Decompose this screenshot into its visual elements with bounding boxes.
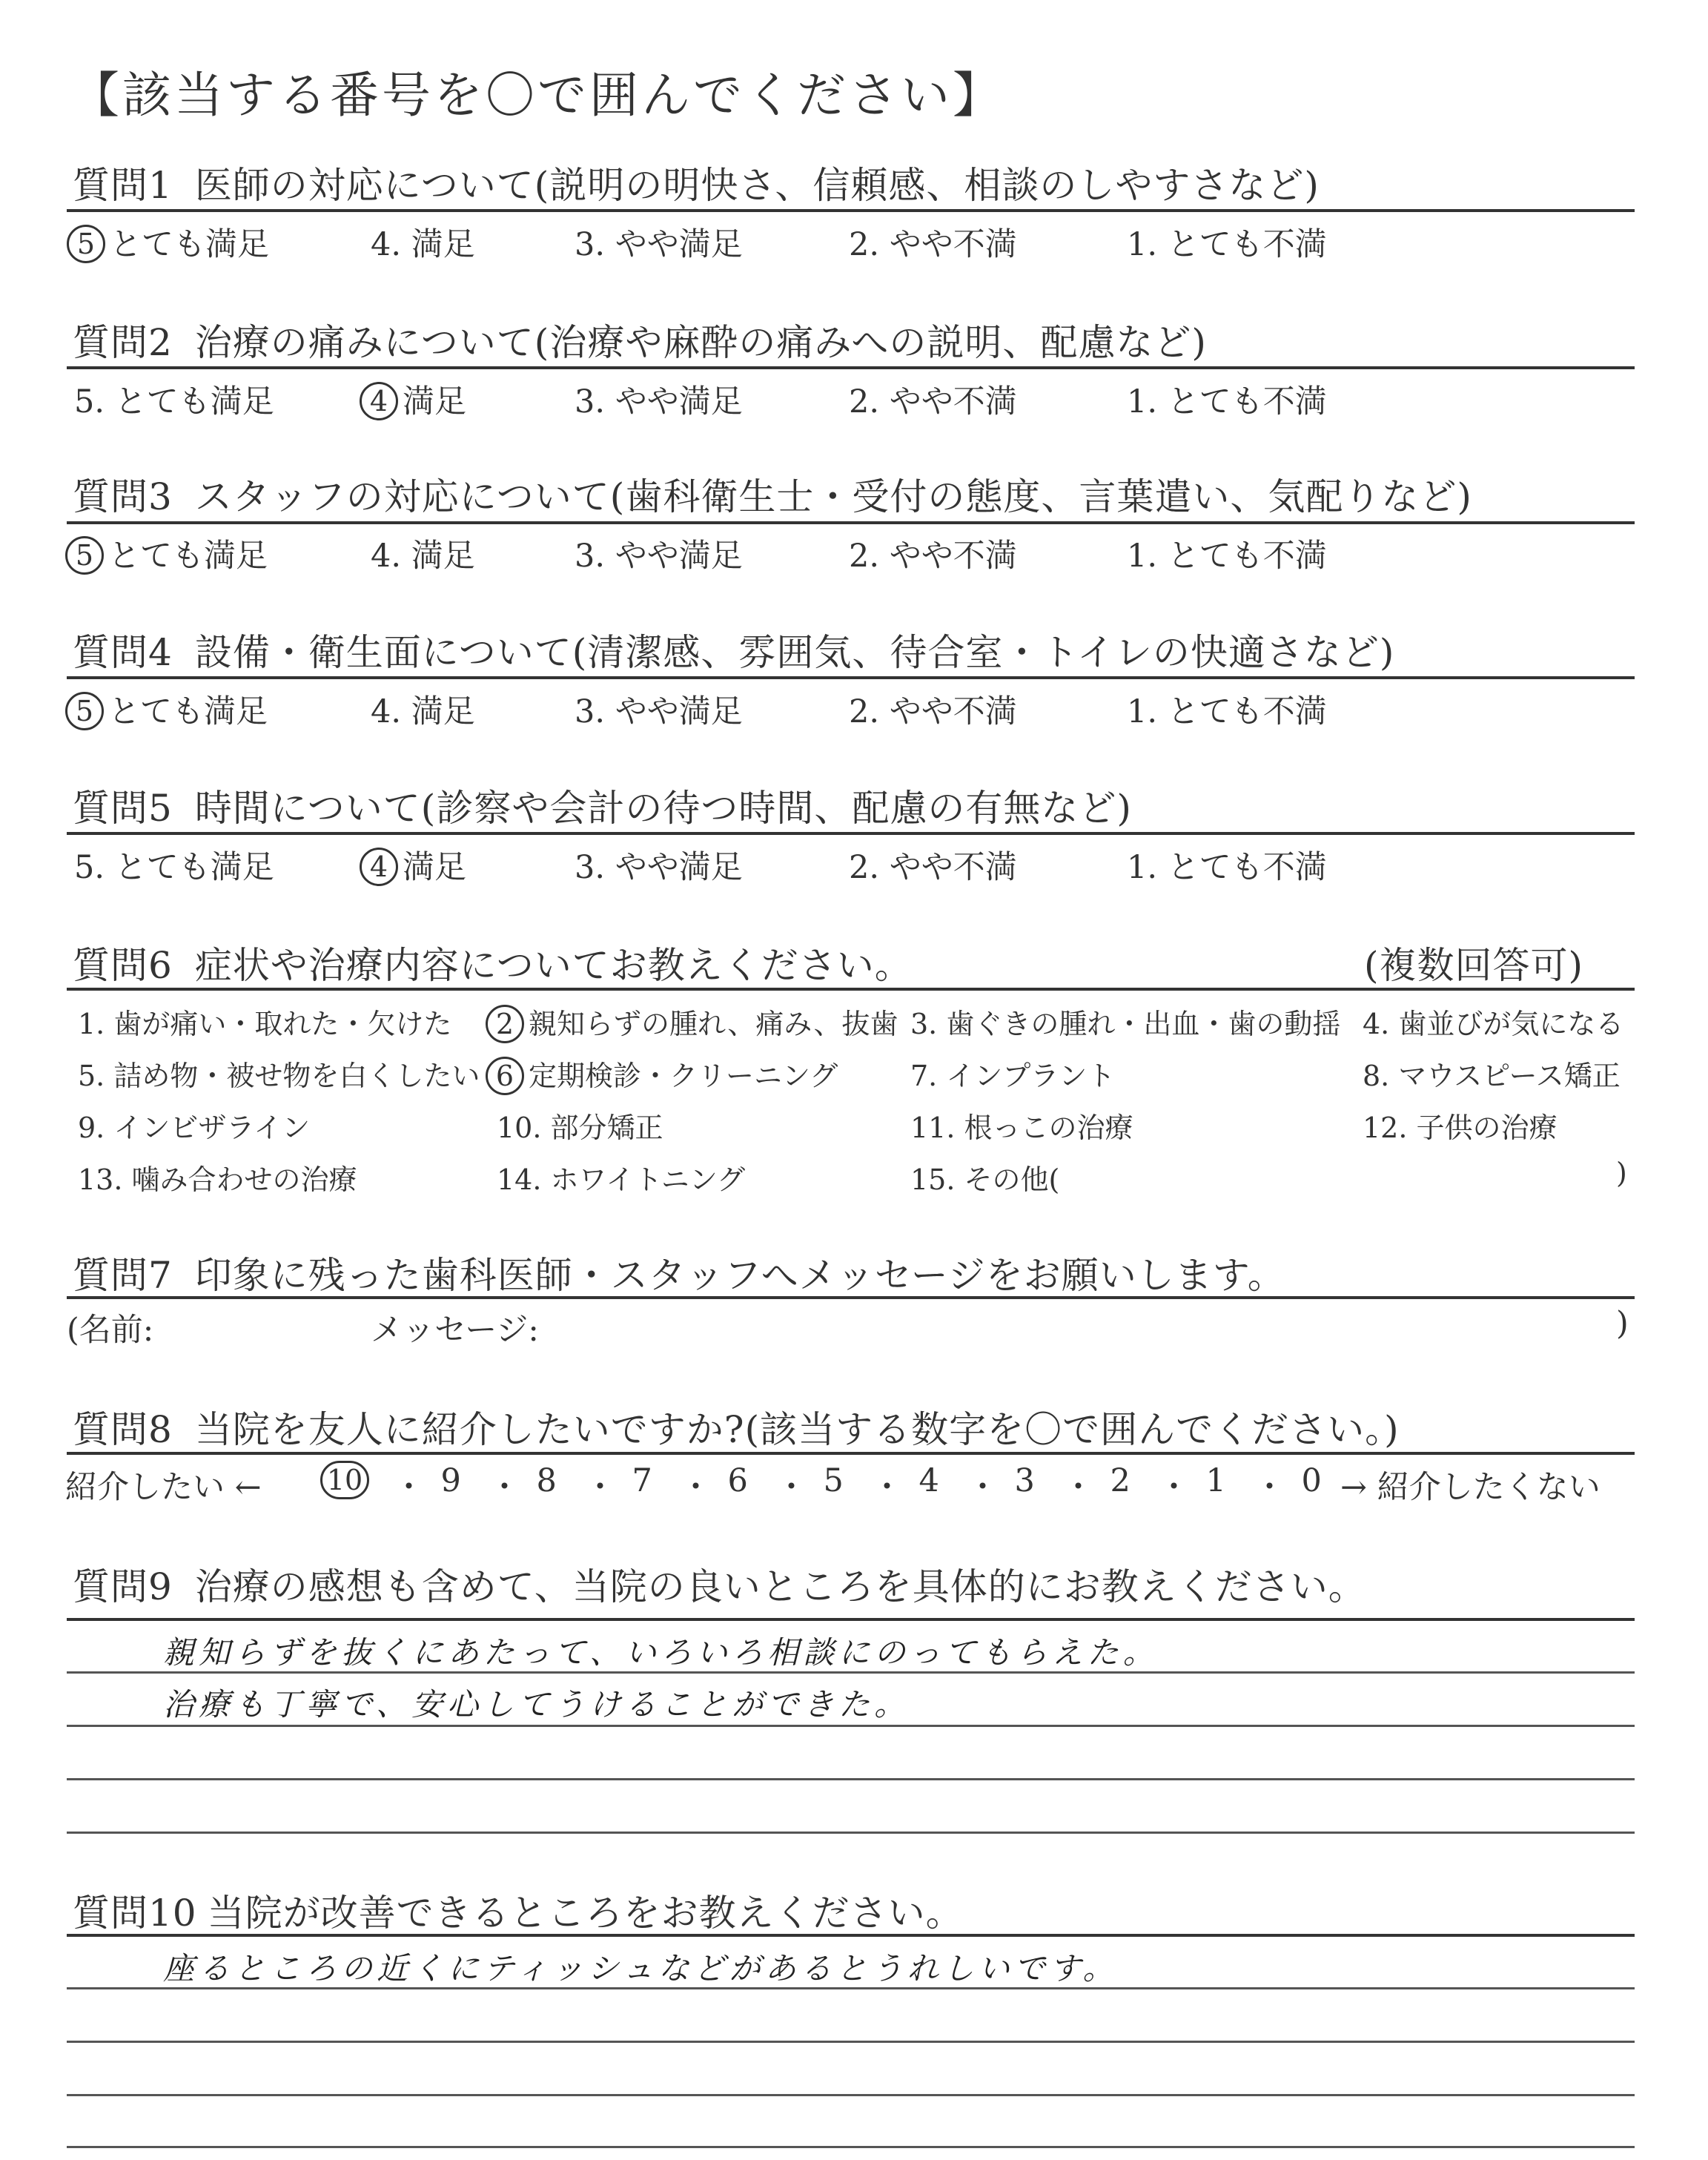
q6-option-6-selected[interactable] [486,1053,838,1098]
message-close-paren: ) [1616,1305,1629,1342]
scale-separator: ・ [967,1469,999,1506]
option-label: 満足 [403,383,466,420]
scale-separator: ・ [1062,1469,1094,1506]
divider [67,1296,1635,1299]
question-number: 質問2 [73,321,173,364]
q4-option-2[interactable]: 2. やや不満 [849,693,1017,730]
circled-number: 5 [65,692,104,730]
q4-option-3[interactable]: 3. やや満足 [575,693,743,730]
scale-separator: ・ [775,1469,807,1506]
question-1-title [73,156,1320,209]
answer-line [67,2094,1635,2096]
q6-option-3[interactable]: 3. 歯ぐきの腫れ・出血・歯の動揺 [910,1008,1341,1040]
question-text: 医師の対応について(説明の明快さ、信頼感、相談のしやすさなど) [194,164,1320,207]
q4-option-1[interactable]: 1. とても不満 [1127,693,1327,730]
q2-option-3[interactable]: 3. やや満足 [575,383,743,420]
q3-option-3[interactable]: 3. やや満足 [575,538,743,575]
q6-option-15-other[interactable]: 15. その他( [910,1163,1060,1196]
q6-option-9[interactable]: 9. インビザライン [78,1112,311,1144]
multiple-answers-note: (複数回答可) [1364,944,1584,987]
q3-option-4[interactable]: 4. 満足 [371,538,475,575]
message-field-label: メッセージ: [371,1312,539,1349]
question-text: 当院が改善できるところをお教えください。 [207,1892,964,1935]
divider [67,676,1635,679]
scale-separator: ・ [489,1469,520,1506]
question-10-title [73,1883,964,1937]
scale-2[interactable]: 2 [1110,1462,1131,1499]
divider [67,209,1635,212]
question-number: 質問10 [73,1892,197,1935]
question-number: 質問9 [73,1565,173,1608]
option-label: 定期検診・クリーニング [529,1060,838,1092]
form-instruction: 【該当する番号を〇で囲んでください】 [70,67,1004,124]
scale-8[interactable]: 8 [536,1462,557,1499]
answer-line [67,2146,1635,2148]
question-9-title [73,1557,1366,1611]
question-number: 質問6 [73,944,173,987]
q6-option-1[interactable]: 1. 歯が痛い・取れた・欠けた [78,1008,452,1040]
scale-7[interactable]: 7 [632,1462,652,1499]
scale-separator: ・ [584,1469,616,1506]
q5-option-1[interactable]: 1. とても不満 [1127,849,1327,886]
question-2-title [73,313,1207,366]
question-text: 設備・衛生面について(清潔感、雰囲気、待合室・トイレの快適さなど) [194,631,1395,674]
circled-number: 5 [65,536,104,575]
q6-option-7[interactable]: 7. インプラント [910,1060,1116,1092]
handwritten-answer: 座るところの近くにティッシュなどがあるとうれしいです。 [163,1950,1119,1986]
q3-option-1[interactable]: 1. とても不満 [1127,538,1327,575]
answer-line [67,1778,1635,1780]
q5-option-5[interactable]: 5. とても満足 [74,849,274,886]
question-6-title [73,936,913,989]
circled-number: 10 [320,1461,369,1499]
scale-4[interactable]: 4 [918,1462,939,1499]
q6-option-10[interactable]: 10. 部分矯正 [497,1112,663,1144]
question-8-title [73,1400,1400,1453]
question-number: 質問1 [73,164,173,207]
scale-1[interactable]: 1 [1205,1462,1226,1499]
q6-option-8[interactable]: 8. マウスピース矯正 [1363,1060,1621,1092]
scale-separator: ・ [871,1469,903,1506]
option-label: とても満足 [108,693,268,730]
answer-line [67,1618,1635,1621]
circled-number: 6 [486,1057,524,1095]
scale-separator: ・ [1158,1469,1190,1506]
question-text: 時間について(診察や会計の待つ時間、配慮の有無など) [194,787,1132,830]
scale-3[interactable]: 3 [1014,1462,1035,1499]
question-3-title [73,467,1472,521]
question-text: 症状や治療内容についてお教えください。 [194,944,913,987]
q5-option-3[interactable]: 3. やや満足 [575,849,743,886]
scale-0[interactable]: 0 [1301,1462,1322,1499]
question-number: 質問7 [73,1254,173,1297]
name-field-label: (名前: [67,1312,154,1349]
question-number: 質問4 [73,631,173,674]
handwritten-answer: 親知らずを抜くにあたって、いろいろ相談にのってもらえた。 [163,1634,1159,1671]
scale-9[interactable]: 9 [440,1462,461,1499]
q3-option-2[interactable]: 2. やや不満 [849,538,1017,575]
q2-option-4-selected[interactable] [360,377,466,423]
handwritten-answer: 治療も丁寧で、安心してうけることができた。 [163,1686,910,1723]
divider [67,521,1635,524]
option-label: 親知らずの腫れ、痛み、抜歯 [529,1008,898,1040]
option-label: とても満足 [108,538,268,575]
answer-line [67,2041,1635,2043]
q1-option-5-selected[interactable] [67,219,269,266]
divider [67,366,1635,369]
divider [67,1452,1635,1455]
q5-option-2[interactable]: 2. やや不満 [849,849,1017,886]
q2-option-2[interactable]: 2. やや不満 [849,383,1017,420]
question-number: 質問3 [73,475,173,518]
q2-option-5[interactable]: 5. とても満足 [74,383,274,420]
scale-separator: ・ [680,1469,712,1506]
scale-6[interactable]: 6 [727,1462,748,1499]
answer-line [67,1725,1635,1727]
other-close-paren: ) [1616,1157,1627,1189]
question-5-title [73,779,1132,832]
question-text: 治療の痛みについて(治療や麻酔の痛みへの説明、配慮など) [194,321,1207,364]
q6-option-4[interactable]: 4. 歯並びが気になる [1363,1008,1624,1040]
q6-option-14[interactable]: 14. ホワイトニング [497,1163,746,1196]
q1-option-4[interactable]: 4. 満足 [371,226,475,263]
question-4-title [73,623,1394,676]
q6-option-13[interactable]: 13. 噛み合わせの治療 [78,1163,357,1196]
q1-option-2[interactable]: 2. やや不満 [849,226,1017,263]
answer-line [67,1832,1635,1834]
q6-option-2-selected[interactable] [486,1001,898,1046]
scale-5[interactable]: 5 [823,1462,844,1499]
q3-option-5-selected[interactable] [65,531,268,578]
divider [67,988,1635,991]
q5-option-4-selected[interactable] [360,842,466,889]
circled-number: 4 [360,848,398,886]
question-text: 当院を友人に紹介したいですか?(該当する数字を〇で囲んでください。) [194,1408,1400,1451]
circled-number: 5 [67,225,105,263]
scale-right-label: → 紹介したくない [1340,1469,1601,1506]
question-number: 質問5 [73,787,173,830]
q1-option-3[interactable]: 3. やや満足 [575,226,743,263]
q6-option-12[interactable]: 12. 子供の治療 [1363,1112,1558,1144]
question-7-title [73,1246,1285,1299]
q6-option-11[interactable]: 11. 根っこの治療 [910,1112,1133,1144]
q1-option-1[interactable]: 1. とても不満 [1127,226,1327,263]
option-label: とても満足 [110,226,269,263]
circled-number: 2 [486,1005,524,1043]
divider [67,832,1635,835]
q4-option-4[interactable]: 4. 満足 [371,693,475,730]
scale-10-selected[interactable] [320,1462,374,1502]
scale-left-label: 紹介したい ← [65,1469,262,1506]
question-text: スタッフの対応について(歯科衛生士・受付の態度、言葉遣い、気配りなど) [194,475,1472,518]
question-text: 印象に残った歯科医師・スタッフへメッセージをお願いします。 [194,1254,1285,1297]
q4-option-5-selected[interactable] [65,687,268,733]
question-number: 質問8 [73,1408,173,1451]
q6-option-5[interactable]: 5. 詰め物・被せ物を白くしたい [78,1060,480,1092]
scale-separator: ・ [393,1469,425,1506]
circled-number: 4 [360,382,398,420]
option-label: 満足 [403,849,466,886]
answer-line [67,1934,1635,1937]
question-text: 治療の感想も含めて、当院の良いところを具体的にお教えください。 [194,1565,1366,1608]
q2-option-1[interactable]: 1. とても不満 [1127,383,1327,420]
scale-separator: ・ [1254,1469,1285,1506]
